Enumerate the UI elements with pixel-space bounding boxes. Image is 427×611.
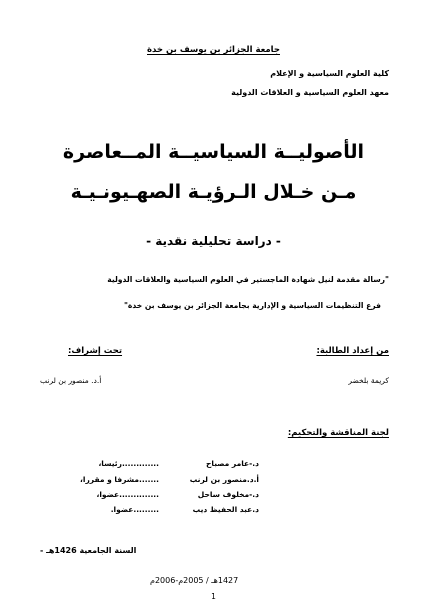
jury-label: لجنة المناقشة والتحكيم: — [287, 428, 389, 438]
description-line-2: فرع التنظيمات السياسية و الإدارية بجامعة الجزائر بن يوسف بن خدة" — [123, 301, 381, 310]
description-line-1: "رسالة مقدمة لنيل شهادة الماجستير في العلوم السياسية والعلاقات الدولية — [107, 275, 389, 284]
jury-member-name: أ.د.منصور بن لرنب — [189, 475, 259, 484]
student-name: كريمة بلخضر — [348, 376, 389, 385]
academic-year: السنة الجامعية 1426هـ - — [40, 546, 137, 555]
prepared-by-label: من إعداد الطالبة: — [316, 346, 389, 356]
jury-member-name: د.عبد الحفيظ ديب — [192, 505, 259, 514]
faculty-name: كلية العلوم السياسية و الإعلام — [270, 69, 389, 78]
jury-member-dots: ............. — [121, 459, 159, 468]
supervisor-name: أ.د. منصور بن لرنب — [40, 376, 102, 385]
title-line-2: مـن خـلال الـرؤيـة الصهـيونـيـة — [70, 181, 357, 203]
hijri-gregorian-dates: 1427هـ / 2005م-2006م — [150, 576, 239, 585]
university-name: جامعة الجزائر بن يوسف بن خدة — [147, 45, 280, 55]
jury-member-role: عضوا. — [110, 505, 134, 514]
jury-member — [80, 476, 259, 484]
page-number: 1 — [211, 592, 216, 601]
supervision-label: تحت إشراف: — [68, 346, 123, 356]
subtitle: - دراسة تحليلية نقدية - — [146, 234, 281, 248]
jury-member-role: رئيسا، — [98, 459, 122, 468]
title-line-1: الأصوليــة السياسيــة المــعاصرة — [62, 141, 365, 163]
jury-member-dots: ......... — [133, 505, 159, 514]
jury-member — [111, 506, 259, 514]
jury-member-role: عضوا، — [96, 490, 120, 499]
jury-member-name: د.-مخلوف ساحل — [197, 490, 259, 499]
jury-member — [98, 460, 259, 468]
jury-member — [96, 491, 259, 499]
institute-name: معهد العلوم السياسية و العلاقات الدولية — [231, 88, 389, 97]
jury-member-dots: ....... — [139, 475, 159, 484]
jury-member-name: د.-عامر مصباح — [206, 459, 259, 468]
jury-member-dots: .............. — [119, 490, 159, 499]
jury-member-role: مشرفا و مقررا، — [80, 475, 140, 484]
